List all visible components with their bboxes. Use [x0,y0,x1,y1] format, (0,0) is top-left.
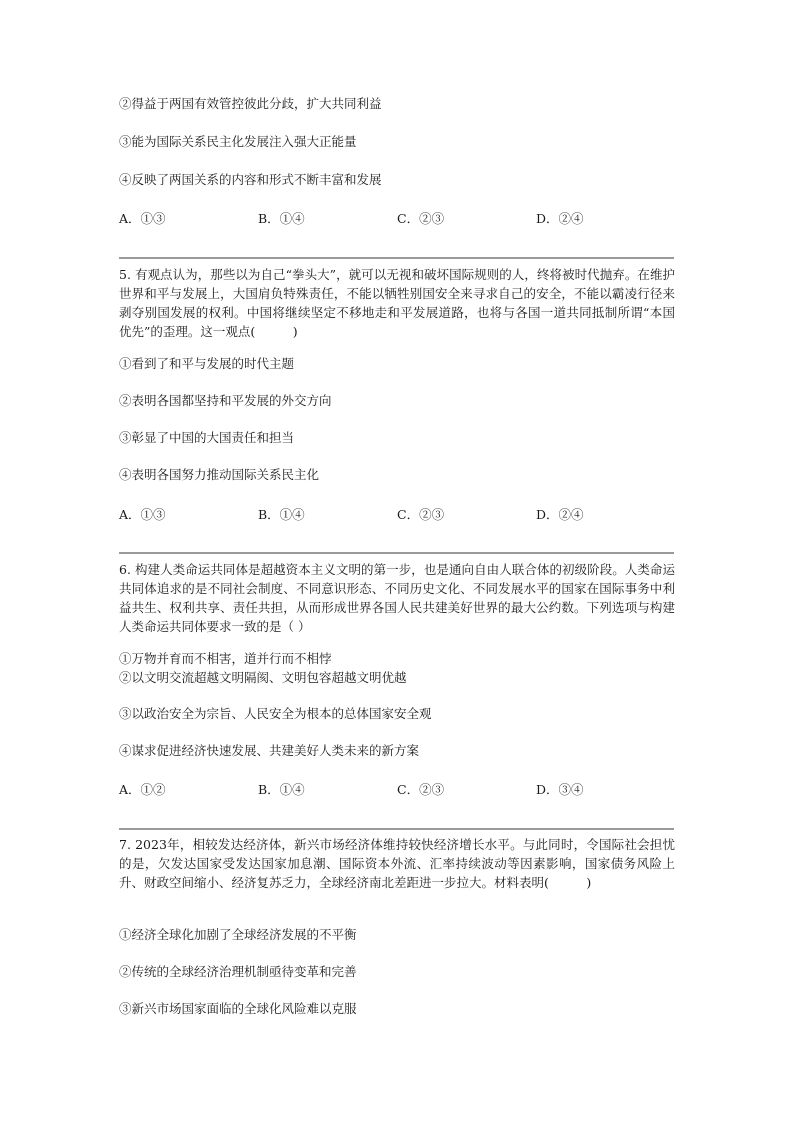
q6-choice-b[interactable]: B．①④ [258,782,305,797]
q6-option-1: ①万物并育而不相害，道并行而不相悖 [119,651,332,666]
q6-choice-d[interactable]: D．③④ [536,782,584,797]
q7-option-2: ②传统的全球经济治理机制亟待变革和完善 [119,964,357,979]
question-divider [119,257,674,259]
q5-answer-choices [119,505,679,523]
q5-choice-d[interactable]: D．②④ [536,507,584,522]
q5-option-4: ④表明各国努力推动国际关系民主化 [119,467,320,482]
q5-option-2: ②表明各国都坚持和平发展的外交方向 [119,393,332,408]
q4-choice-c[interactable]: C．②③ [397,211,445,226]
q6-answer-choices [119,780,679,798]
q6-option-3: ③以政治安全为宗旨、人民安全为根本的总体国家安全观 [119,706,432,721]
q4-answer-choices [119,209,679,227]
q4-choice-d[interactable]: D．②④ [536,211,584,226]
q5-choice-a[interactable]: A．①③ [119,507,166,522]
q5-stem: 5. 有观点认为，那些以为自己“拳头大”，就可以无视和破坏国际规则的人，终将被时代抛弃。在维护世界和平与发展上，大国肩负特殊责任，不能以牺牲别国安全来寻求自己的安全，不能以霸凌行径来剥夺别国发展的权利。中国将继续坚定不移地走和平发展道路，也将与各国一道共同抵制所谓“本国优先”的歪理。这一观点( ) [119,267,675,339]
q4-choice-b[interactable]: B．①④ [258,211,305,226]
q5-choice-b[interactable]: B．①④ [258,507,305,522]
q6-option-4: ④谋求促进经济快速发展、共建美好人类未来的新方案 [119,743,420,758]
q6-choice-c[interactable]: C．②③ [397,782,445,797]
q5-option-3: ③彰显了中国的大国责任和担当 [119,430,295,445]
q4-choice-a[interactable]: A．①③ [119,211,166,226]
q4-option-2: ②得益于两国有效管控彼此分歧，扩大共同利益 [119,96,382,111]
question-divider [119,552,674,554]
q7-option-3: ③新兴市场国家面临的全球化风险难以克服 [119,1001,357,1016]
q5-option-1: ①看到了和平与发展的时代主题 [119,356,295,371]
q7-option-1: ①经济全球化加剧了全球经济发展的不平衡 [119,927,357,942]
q4-option-4: ④反映了两国关系的内容和形式不断丰富和发展 [119,172,382,187]
q5-choice-c[interactable]: C．②③ [397,507,445,522]
q6-option-2: ②以文明交流超越文明隔阂、文明包容超越文明优越 [119,670,407,685]
q6-choice-a[interactable]: A．①② [119,782,166,797]
q4-option-3: ③能为国际关系民主化发展注入强大正能量 [119,134,357,149]
question-divider [119,828,674,830]
q6-stem: 6. 构建人类命运共同体是超越资本主义文明的第一步，也是通向自由人联合体的初级阶段。人类命运共同体追求的是不同社会制度、不同意识形态、不同历史文化、不同发展水平的国家在国际事务中利益共生、权利共享、责任共担，从而形成世界各国人民共建美好世界的最大公约数。下列选项与构建人类命运共同体要求一致的是（ ） [119,562,675,634]
q7-stem: 7. 2023年，相较发达经济体，新兴市场经济体维持较快经济增长水平。与此同时，令国际社会担忧的是，欠发达国家受发达国家加息潮、国际资本外流、汇率持续波动等因素影响，国家债务风险上升、财政空间缩小、经济复苏乏力，全球经济南北差距进一步拉大。材料表明( ) [119,837,675,890]
